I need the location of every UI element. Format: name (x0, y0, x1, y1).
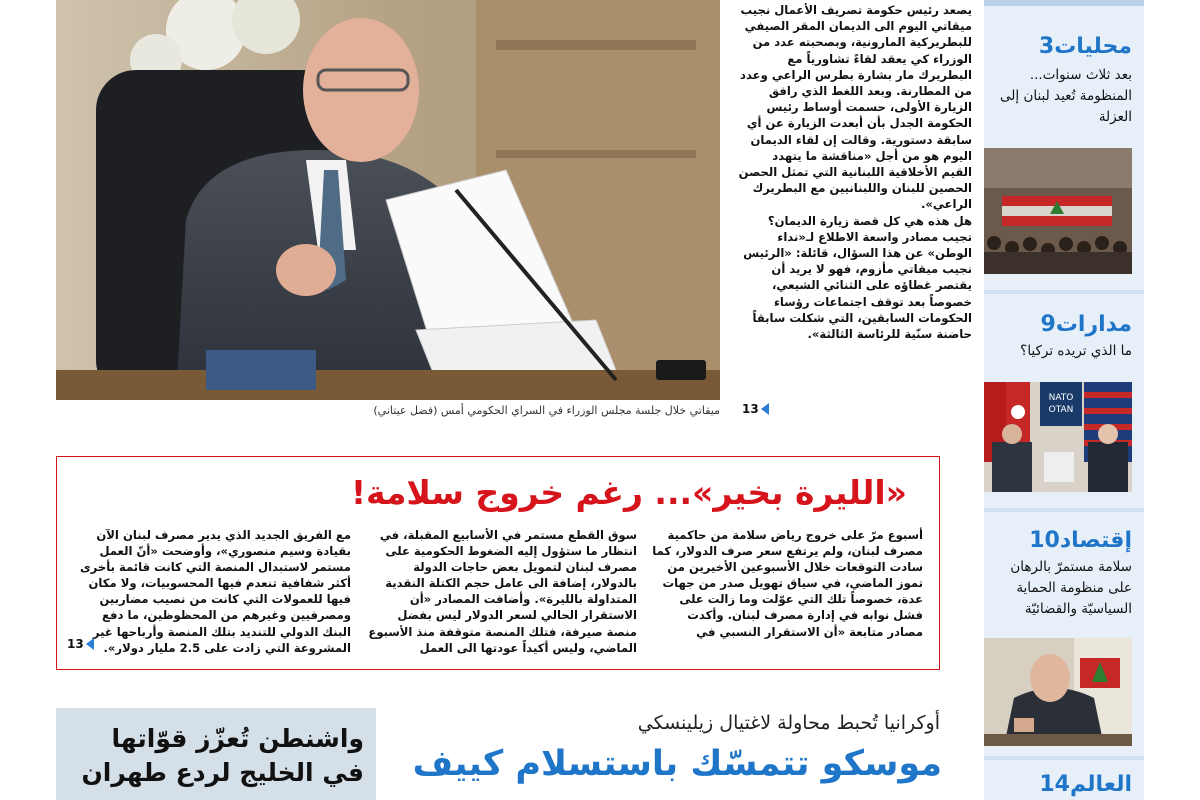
lead-paragraph-2: هل هذه هي كل قصة زيارة الديمان؟ تجيب مصادر واسعة الاطلاع لـ«نداء الوطن» عن هذا السؤال، قائلة: «الرئيس نجيب ميقاتي مأزوم، فهو لا يريد أن يقتصر غطاؤه على الثنائي الشيعي، خصوصاً بعد توقف اجتماعات رؤساء الحكومات السابقين، التي شكلت سابقاً حاضنة سنّية للرئاسة الثالثة». (743, 213, 972, 342)
section-page-number: 9 (1040, 312, 1056, 337)
bottom-headline[interactable]: موسكو تتمسّك باستسلام كييف (412, 744, 942, 784)
sidebar-rule (984, 756, 1144, 760)
sidebar-section-orbits[interactable] (984, 312, 1144, 362)
sidebar-index (984, 0, 1144, 800)
boxed-continued-ref[interactable] (67, 637, 94, 651)
section-teaser: سلامة مستمرّ بالرهان على منظومة الحماية السياسيّة والقضائيّة (1010, 559, 1132, 617)
salameh-photo (984, 638, 1132, 746)
sidebar-section-local[interactable] (984, 34, 1144, 128)
sidebar-rule (984, 0, 1144, 6)
side-story-headline: واشنطن تُعزّز قوّاتها في الخليج لردع طهران (81, 724, 364, 787)
section-heading (984, 772, 1144, 797)
boxed-article-headline[interactable]: «الليرة بخير»... رغم خروج سلامة! (350, 473, 907, 512)
section-page-number: 3 (1038, 34, 1055, 59)
lead-article-body (738, 2, 972, 342)
continue-arrow-icon (86, 638, 94, 650)
section-heading (984, 528, 1144, 553)
page-ref-number: 13 (742, 402, 759, 416)
section-page-number: 10 (1029, 528, 1060, 553)
protest-photo (984, 148, 1132, 274)
section-title: العالم (1070, 772, 1132, 797)
sidebar-rule (984, 508, 1144, 512)
section-heading (984, 312, 1144, 337)
lead-photo (56, 0, 720, 400)
section-title: محليات (1054, 34, 1132, 59)
boxed-article (56, 456, 940, 670)
boxed-column-2: سوق القطع مستمر في الأسابيع المقبلة، في انتظار ما ستؤول إليه الضغوط الحكومية على مصرف لبنان لتمويل بعض حاجات الدولة بالدولار، إضافة الى عامل حجم الكتلة النقدية المتداولة بالليرة». وأضافت المصادر «أن الاستقرار الحالي لسعر الدولار ليس بفضل منصة صيرفة، فتلك المنصة متوقفة منذ الأسبوع الماضي، وليس أكيداً عودتها الى العمل (368, 528, 637, 655)
lead-continued-ref[interactable] (742, 402, 769, 416)
section-title: إقتصاد (1059, 528, 1132, 553)
sidebar-section-world[interactable] (984, 772, 1144, 797)
summit-photo (984, 382, 1132, 492)
boxed-column-3: مع الفريق الجديد الذي يدير مصرف لبنان الآن بقيادة وسيم منصوري»، وأوضحت «أنّ العمل مستمر لاستبدال المنصة التي كانت قائمة بأخرى أكثر شفافية تنعدم فيها المحسوبيات، ولا مكان فيها للعمولات التي كانت من نصيب مضاربين ومصرفيين وغيرهم من المحظوظين، ما دفع البنك الدولي للتنديد بتلك المنصة وأرباحها غير المشروعة التي زادت على 2.5 مليار دولار». (80, 528, 351, 655)
sidebar-rule (984, 290, 1144, 294)
page-ref-number: 13 (67, 637, 84, 651)
photo-caption: ميقاتي خلال جلسة مجلس الوزراء في السراي الحكومي أمس (فضل عيتاني) (373, 404, 720, 417)
section-teaser: بعد ثلاث سنوات... المنظومة تُعيد لبنان إلى العزلة (1000, 67, 1132, 125)
section-heading (984, 34, 1144, 59)
section-page-number: 14 (1039, 772, 1070, 797)
continue-arrow-icon (761, 403, 769, 415)
nato-sign-line1: NATO (1048, 393, 1074, 403)
section-title: مدارات (1055, 312, 1132, 337)
sidebar-section-economy[interactable] (984, 528, 1144, 620)
lead-paragraph-1: يصعد رئيس حكومة تصريف الأعمال نجيب ميقاتي اليوم الى الديمان المقر الصيفي للبطريركية المارونية، وبصحبته عدد من الوزراء كي يعقد لقاءً تشاورياً مع البطريرك مار بشارة بطرس الراعي وعدد من المطارنة. وبعد اللغط الذي رافق الزيارة الأولى، حسمت أوساط رئيس الحكومة الجدل بأن أبعدت الزيارة عن أي سابقة دستورية. وقالت إن لقاء الديمان اليوم هو من أجل «مناقشة ما يتهدد القيم الأخلاقية اللبنانية التي تمثل الحصن الحصين للبنان واللبنانيين مع البطريرك الراعي». (738, 3, 972, 212)
boxed-column-1: أسبوع مرّ على خروج رياض سلامة من حاكمية مصرف لبنان، ولم يرتفع سعر صرف الدولار، كما سادت التوقعات خلال الأسبوعين الأخيرين من تموز الماضي، في سياق تهويل صدر من جهات عدة، خصوصاً تلك التي عوّلت وما زالت على فشل نوابه في إدارة مصرف لبنان. وأكدت مصادر متابعة «أن الاستقرار النسبي في (652, 528, 923, 639)
bottom-kicker: أوكرانيا تُحبط محاولة لاغتيال زيلينسكي (637, 712, 940, 734)
section-teaser: ما الذي تريده تركيا؟ (1020, 343, 1132, 359)
nato-sign-line2: OTAN (1048, 405, 1074, 415)
